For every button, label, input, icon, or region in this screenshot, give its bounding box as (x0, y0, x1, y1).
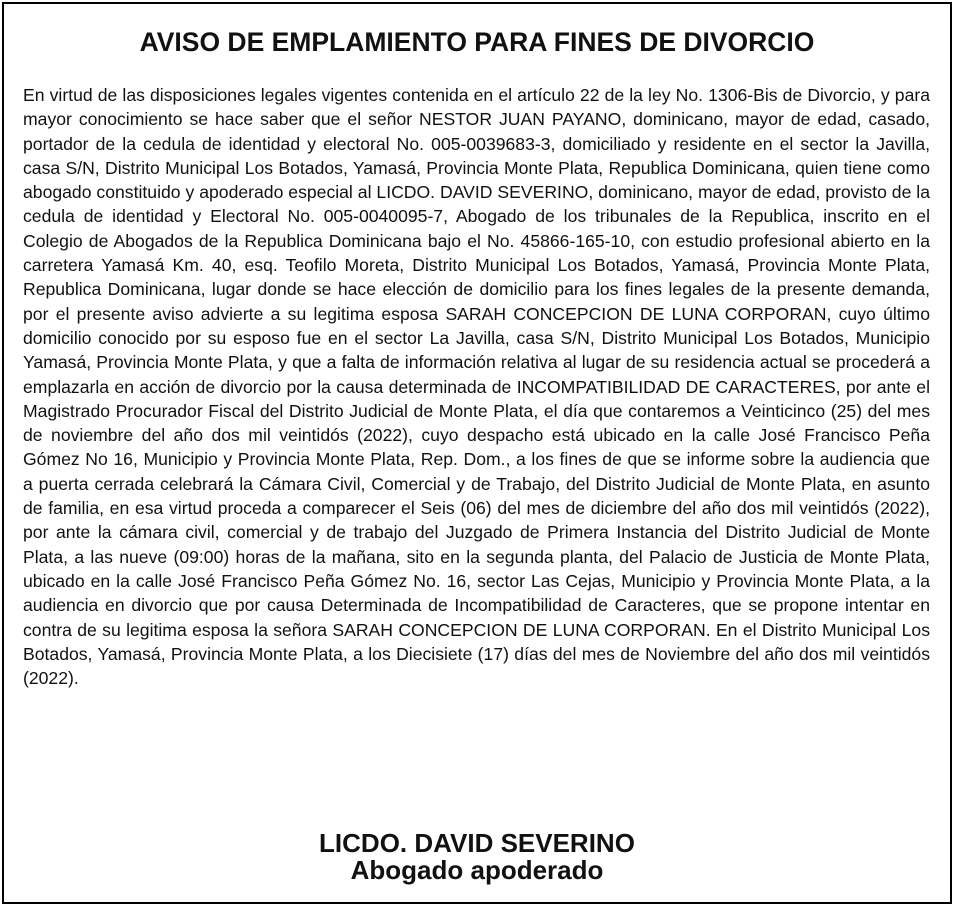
signature-role: Abogado apoderado (350, 855, 604, 885)
legal-notice-box (2, 2, 952, 904)
notice-body: En virtud de las disposiciones legales vigentes contenida en el artículo 22 de la ley No. 1306-Bis de Divorcio, y para mayor conocimiento se hace saber que el señor NESTOR JUAN PAYANO, dominicano, mayor de edad, casado, portador de la cedula de identidad y electoral No. 005-0039683-3, domiciliado y residente en el sector la Javilla, casa S/N, Distrito Municipal Los Botados, Yamasá, Provincia Monte Plata, Republica Dominicana, quien tiene como abogado constituido y apoderado especial al LICDO. DAVID SEVERINO, dominicano, mayor de edad, provisto de la cedula de identidad y Electoral No. 005-0040095-7, Abogado de los tribunales de la Republica, inscrito en el Colegio de Abogados de la Republica Dominicana bajo el No. 45866-165-10, con estudio profesional abierto en la carretera Yamasá Km. 40, esq. Teofilo Moreta, Distrito Municipal Los Botados, Yamasá, Provincia Monte Plata, Republica Dominicana, lugar donde se hace elección de domicilio para los fines legales de la presente demanda, por el presente aviso advierte a su legitima esposa SARAH CONCEPCION DE LUNA CORPORAN, cuyo último domicilio conocido por su esposo fue en el sector La Javilla, casa S/N, Distrito Municipal Los Botados, Municipio Yamasá, Provincia Monte Plata, y que a falta de información relativa al lugar de su residencia actual se procederá a emplazarla en acción de divorcio por la causa determinada de INCOMPATIBILIDAD DE CARACTERES, por ante el Magistrado Procurador Fiscal del Distrito Judicial de Monte Plata, el día que contaremos a Veinticinco (25) del mes de noviembre del año dos mil veintidós (2022), cuyo despacho está ubicado en la calle José Francisco Peña Gómez No 16, Municipio y Provincia Monte Plata, Rep. Dom., a los fines de que se informe sobre la audiencia que a puerta cerrada celebrará la Cámara Civil, Comercial y de Trabajo, del Distrito Judicial de Monte Plata, en asunto de familia, en esa virtud proceda a comparecer el Seis (06) del mes de diciembre del año dos mil veintidós (2022), por ante la cámara civil, comercial y de trabajo del Juzgado de Primera Instancia del Distrito Judicial de Monte Plata, a las nueve (09:00) horas de la mañana, sito en la segunda planta, del Palacio de Justicia de Monte Plata, ubicado en la calle José Francisco Peña Gómez No. 16, sector Las Cejas, Municipio y Provincia Monte Plata, a la audiencia en divorcio que por causa Determinada de Incompatibilidad de Caracteres, que se propone intentar en contra de su legitima esposa la señora SARAH CONCEPCION DE LUNA CORPORAN. En el Distrito Municipal Los Botados, Yamasá, Provincia Monte Plata, a los Diecisiete (17) días del mes de Noviembre del año dos mil veintidós (2022). (23, 85, 930, 689)
signature-block (4, 830, 950, 884)
notice-title: AVISO DE EMPLAMIENTO PARA FINES DE DIVORCIO (139, 27, 815, 57)
signature-name: LICDO. DAVID SEVERINO (319, 828, 635, 858)
